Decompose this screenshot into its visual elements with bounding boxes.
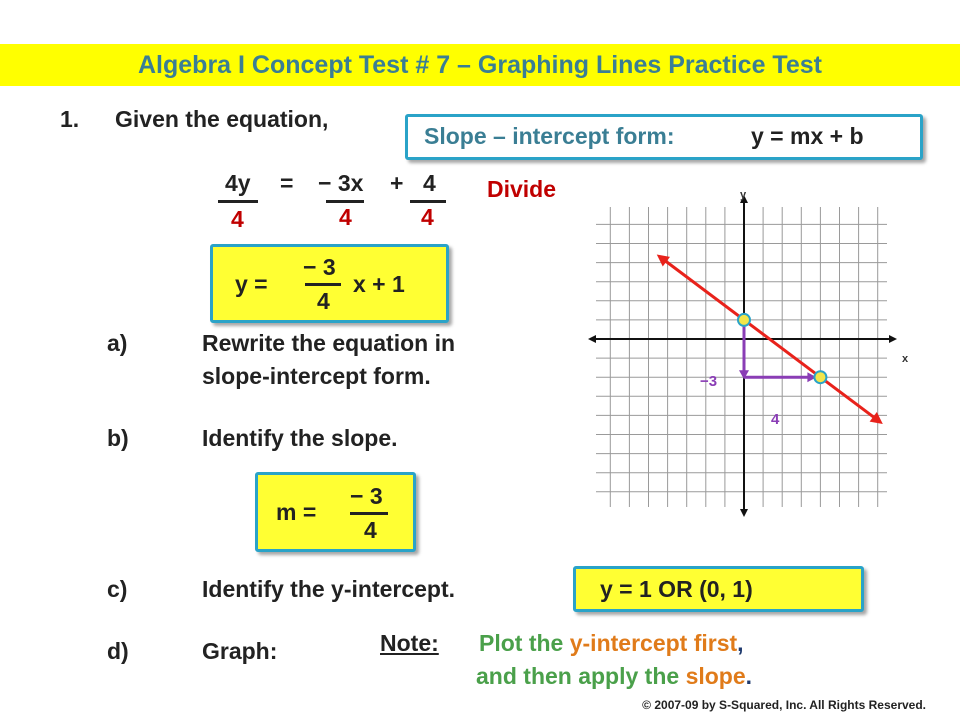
part-c-text: Identify the y-intercept. [202,576,456,602]
part-a-line2: slope-intercept form. [202,363,431,389]
result-rest: x + 1 [353,271,405,297]
eq-term2: 4 [423,170,436,196]
part-d-letter: d) [107,638,129,664]
result-numerator: − 3 [303,254,336,280]
eq-plus: + [390,170,404,196]
eq-lhs: 4y [225,170,251,196]
coordinate-graph [580,180,910,525]
rise-label: −3 [700,373,718,390]
slope-arrows [739,320,816,382]
slope-m: m = [276,499,317,525]
note-text: Plot the [479,630,570,656]
problem-intro: Given the equation, [115,106,329,132]
note-label: Note: [380,630,439,656]
note-line1: Plot the y-intercept first, [479,630,744,656]
grid [596,207,887,507]
slope-denominator: 4 [364,517,377,543]
run-label: 4 [771,411,780,428]
part-b-text: Identify the slope. [202,425,398,451]
note-highlight: y-intercept first [569,630,738,656]
slope-numerator: − 3 [350,483,383,509]
part-a-letter: a) [107,330,128,356]
fraction-bar [410,200,446,203]
intercept-answer-box [573,566,864,612]
x-axis-label: x [902,353,909,365]
result-denominator: 4 [317,288,330,314]
x-axis-arrow [588,335,596,343]
form-formula: y = mx + b [751,123,864,149]
divisor-2: 4 [339,204,352,230]
part-b-letter: b) [107,425,129,451]
fraction-bar [350,512,388,515]
y-axis-arrow [740,509,748,517]
note-text: and then apply the [476,663,686,689]
fraction-bar [218,200,258,203]
result-y: y = [235,271,268,297]
note-highlight: slope [685,663,746,689]
eq-equals: = [280,170,294,196]
page-title: Algebra I Concept Test # 7 – Graphing Lines Practice Test [138,51,822,79]
note-line2 [476,663,752,690]
intercept-text: y = 1 OR (0, 1) [600,576,753,602]
result-equation-box [210,244,449,323]
part-c-letter: c) [107,576,128,602]
y-axis-label: y [740,189,747,201]
problem-number: 1. [60,106,80,132]
slope-answer-box [255,472,416,552]
copyright: © 2007-09 by S-Squared, Inc. All Rights Reserved. [642,698,926,712]
part-d-text: Graph: [202,638,278,664]
divisor-3: 4 [421,204,434,230]
part-a-line1: Rewrite the equation in [202,330,456,356]
note-period: . [745,663,753,689]
divide-label: Divide [487,176,557,202]
divisor-1: 4 [231,206,244,232]
plotted-point [738,314,750,326]
eq-term1: − 3x [318,170,364,196]
form-label: Slope – intercept form: [424,123,675,149]
fraction-bar [305,283,341,286]
slope-intercept-form-box [405,114,923,160]
plotted-point [814,371,826,383]
fraction-bar [326,200,364,203]
x-axis-arrow [889,335,897,343]
